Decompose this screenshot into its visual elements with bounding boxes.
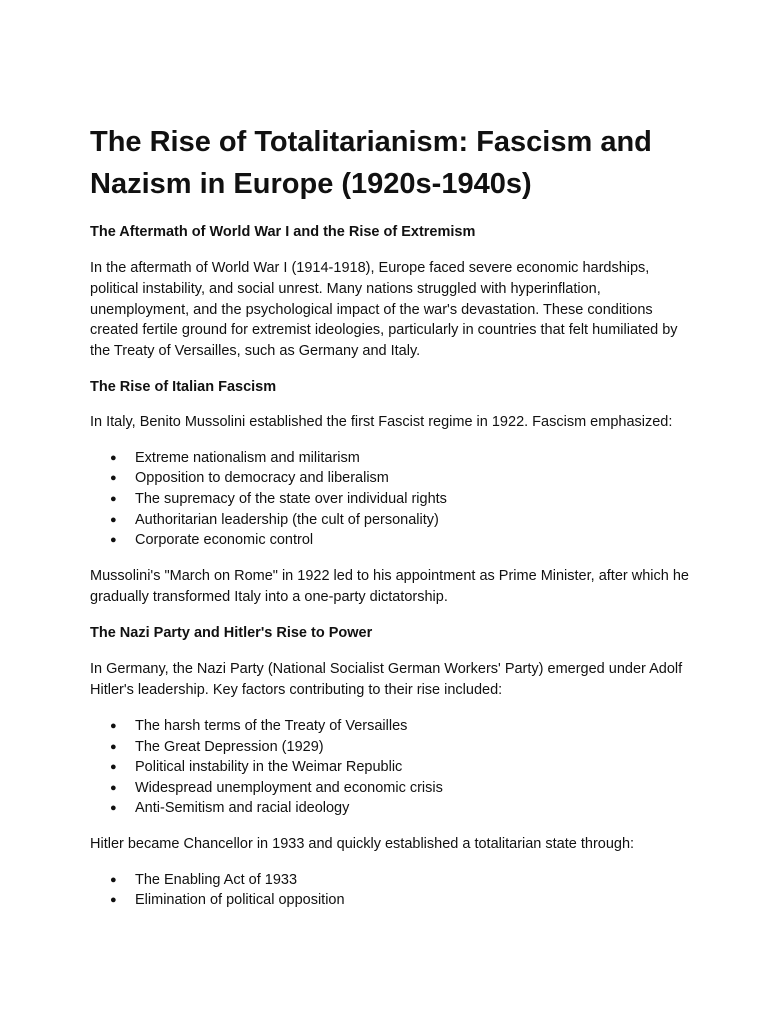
bullet-icon: ● [110,472,117,485]
list-item-text: Corporate economic control [135,532,314,549]
bullet-icon: ● [110,534,117,547]
list-item-text: The Great Depression (1929) [135,738,324,755]
list-item [90,890,690,911]
bullet-icon: ● [110,781,117,794]
list-item [90,716,690,737]
totalitarian-measures-list [90,870,690,911]
section-heading-nazi-party: The Nazi Party and Hitler's Rise to Power [90,625,373,642]
list-item-text: Anti-Semitism and racial ideology [135,800,350,817]
nazi-rise-factors-list [90,716,690,819]
list-item [90,468,690,489]
section-outro-nazi-party: Hitler became Chancellor in 1933 and quickly established a totalitarian state through: [90,835,635,852]
list-item-text: Political instability in the Weimar Republic [135,759,403,776]
bullet-icon: ● [110,873,117,886]
bullet-icon: ● [110,451,117,464]
section-paragraph-aftermath: In the aftermath of World War I (1914-1918), Europe faced severe economic hardships, political instability, and social unrest. Many nations struggled with hyperinflation, unemployment, and the psychological impact of the war's devastation. These conditions created fertile ground for extremist ideologies, particularly in countries that felt humiliated by the Treaty of Versailles, such as Germany and Italy. [90,260,678,360]
bullet-icon: ● [110,802,117,815]
list-item [90,489,690,510]
bullet-icon: ● [110,513,117,526]
bullet-icon: ● [110,719,117,732]
list-item [90,510,690,531]
bullet-icon: ● [110,894,117,907]
list-item-text: The supremacy of the state over individual rights [135,490,447,507]
list-item [90,737,690,758]
list-item [90,757,690,778]
section-heading-aftermath: The Aftermath of World War I and the Rise of Extremism [90,224,476,240]
section-intro-italian-fascism: In Italy, Benito Mussolini established the first Fascist regime in 1922. Fascism emphasized: [90,413,673,430]
list-item-text: Opposition to democracy and liberalism [135,470,389,487]
section-intro-nazi-party: In Germany, the Nazi Party (National Socialist German Workers' Party) emerged under Adolf Hitler's leadership. Key factors contributing to their rise included: [90,661,683,699]
list-item-text: Widespread unemployment and economic crisis [135,779,443,796]
list-item [90,870,690,891]
list-item-text: Authoritarian leadership (the cult of personality) [135,511,439,528]
bullet-icon: ● [110,740,117,753]
fascism-traits-list [90,448,690,551]
list-item-text: The Enabling Act of 1933 [135,871,298,888]
section-heading-italian-fascism: The Rise of Italian Fascism [90,378,277,395]
document-title: The Rise of Totalitarianism: Fascism and Nazism in Europe (1920s-1940s) [90,126,652,200]
document-page [90,121,690,911]
list-item-text: The harsh terms of the Treaty of Versailles [135,717,408,734]
section-outro-italian-fascism: Mussolini's "March on Rome" in 1922 led to his appointment as Prime Minister, after which he gradually transformed Italy into a one-party dictatorship. [90,567,689,605]
list-item [90,778,690,799]
bullet-icon: ● [110,761,117,774]
bullet-icon: ● [110,492,117,505]
list-item-text: Elimination of political opposition [135,892,345,909]
list-item [90,798,690,819]
list-item [90,530,690,551]
list-item-text: Extreme nationalism and militarism [135,449,360,466]
list-item [90,448,690,469]
